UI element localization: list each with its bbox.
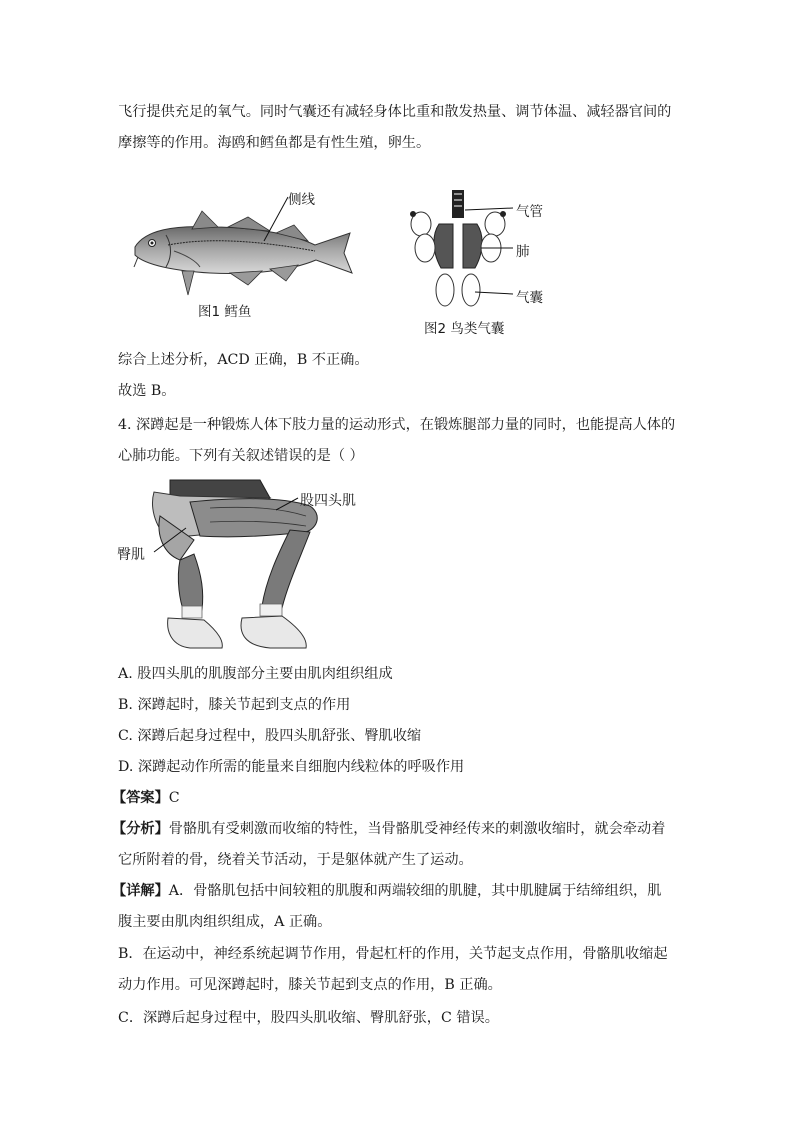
- analysis-line-1: [112, 819, 665, 839]
- paragraph-top-line-1: 飞行提供充足的氧气。同时气囊还有减轻身体比重和散发热量、调节体温、减轻器官间的: [118, 104, 672, 120]
- answer-tag: 【答案】: [112, 790, 169, 806]
- detail-tag: 【详解】: [112, 883, 169, 899]
- analysis-line-2: 它所附着的骨，绕着关节活动，于是躯体就产生了运动。: [118, 852, 473, 868]
- label-lateral-line: 侧线: [288, 192, 315, 208]
- cod-fish-illustration: [130, 205, 360, 300]
- label-gluteus: 臀肌: [117, 547, 145, 563]
- option-a: A. 股四头肌的肌腹部分主要由肌肉组织组成: [118, 666, 393, 682]
- label-quadriceps: 股四头肌: [300, 493, 356, 509]
- figure1-caption: 图1 鳕鱼: [198, 304, 252, 320]
- figure2-caption: 图2 鸟类气囊: [424, 321, 505, 337]
- paragraph-top-line-2: 摩擦等的作用。海鸥和鳕鱼都是有性生殖，卵生。: [118, 135, 431, 151]
- question-stem-line-1: 4. 深蹲起是一种锻炼人体下肢力量的运动形式，在锻炼腿部力量的同时，也能提高人体的: [118, 417, 676, 433]
- analysis-tag: 【分析】: [112, 821, 169, 837]
- label-air-sac: 气囊: [516, 290, 543, 306]
- summary-line-1: 综合上述分析，ACD 正确，B 不正确。: [118, 352, 369, 368]
- label-lung: 肺: [516, 244, 530, 260]
- detail-text-1: A．骨骼肌包括中间较粗的肌腹和两端较细的肌腱，其中肌腱属于结缔组织，肌: [168, 883, 662, 899]
- question-stem-line-2: 心肺功能。下列有关叙述错误的是（ ）: [118, 448, 364, 464]
- analysis-text-1: 骨骼肌有受刺激而收缩的特性，当骨骼肌受神经传来的刺激收缩时，就会牵动着: [168, 821, 666, 837]
- detail-line-5: C．深蹲后起身过程中，股四头肌收缩、臀肌舒张，C 错误。: [118, 1010, 499, 1026]
- detail-line-1: [112, 881, 661, 901]
- option-b: B. 深蹲起时，膝关节起到支点的作用: [118, 697, 351, 713]
- bird-air-sac-illustration: [405, 188, 515, 313]
- answer-line: [112, 788, 180, 808]
- answer-value: C: [168, 790, 180, 806]
- detail-line-2: 腹主要由肌肉组织组成，A 正确。: [118, 914, 332, 930]
- detail-line-4: 动力作用。可见深蹲起时，膝关节起到支点的作用，B 正确。: [118, 977, 502, 993]
- detail-line-3: B．在运动中，神经系统起调节作用，骨起杠杆的作用，关节起支点作用，骨骼肌收缩起: [118, 946, 668, 962]
- option-d: D. 深蹲起动作所需的能量来自细胞内线粒体的呼吸作用: [118, 759, 465, 775]
- label-trachea: 气管: [516, 204, 543, 220]
- option-c: C. 深蹲后起身过程中，股四头肌舒张、臀肌收缩: [118, 728, 422, 744]
- summary-line-2: 故选 B。: [118, 383, 176, 399]
